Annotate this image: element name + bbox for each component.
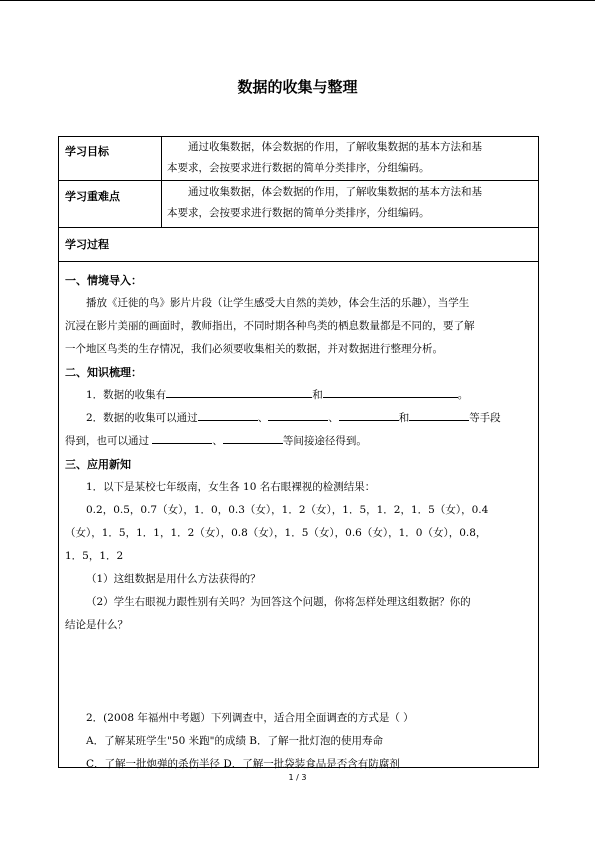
question1: 1．以下是某校七年级南，女生各 10 名右眼裸视的检测结果： [86, 481, 376, 493]
objectives-text [167, 136, 530, 180]
objectives-line2: 本要求，会按要求进行数据的简单分类排序，分组编码。 [167, 162, 430, 174]
sub-question2-line2: 结论是什么？ [65, 619, 128, 631]
section2-item2-line2 [65, 430, 532, 453]
item2-text: 2．数据的收集可以通过 [86, 412, 198, 424]
item2-and: 和 [398, 412, 410, 424]
section2-item2 [65, 407, 532, 430]
options-ab: A．了解某班学生"50 米跑"的成绩 B．了解一批灯泡的使用寿命 [86, 735, 383, 747]
item1-end: 。 [457, 389, 469, 401]
key-points-line2: 本要求，会按要求进行数据的简单分类排序，分组编码。 [167, 207, 430, 219]
column-divider [161, 181, 162, 227]
process-row [59, 228, 538, 262]
fill-blank [339, 409, 399, 421]
key-points-line1: 通过收集数据，体会数据的作用，了解收集数据的基本方法和基 [188, 186, 482, 198]
data-line3: 1．5，1．2 [65, 550, 124, 562]
item2-line2-text: 得到，也可以通过 [65, 435, 153, 447]
item2-line2-end: 等间接途径得到。 [282, 435, 367, 447]
key-points-row [59, 181, 538, 228]
objectives-line1: 通过收集数据，体会数据的作用，了解收集数据的基本方法和基 [188, 141, 482, 153]
section1-line2: 沉浸在影片美丽的画面时，教师指出，不同时期各种鸟类的栖息数量都是不同的，要了解 [65, 320, 475, 332]
section1-line1: 播放《迁徙的鸟》影片片段（让学生感受大自然的美妙，体会生活的乐趣），当学生 [86, 297, 470, 309]
top-rule [0, 0, 595, 1]
question2: 2．(2008 年福州中考题）下列调查中，适合用全面调查的方式是（ ） [86, 712, 414, 724]
fill-blank [323, 386, 458, 398]
question2-block [65, 707, 532, 776]
item1-text: 1．数据的收集有 [86, 389, 167, 401]
item2-end: 等手段 [469, 412, 501, 424]
objectives-label: 学习目标 [65, 145, 109, 158]
section2-item1 [65, 384, 532, 407]
data-line2: （女），1．5，1．1，1．2（女），0.8（女），1．5（女），0.6（女），1．0（女），0.8， [65, 527, 487, 539]
lesson-body [65, 269, 532, 637]
fill-blank [223, 432, 283, 444]
options-cd: C．了解一批炮弹的杀伤半径 D．了解一批袋装食品是否含有防腐剂 [86, 758, 400, 770]
item1-and: 和 [312, 389, 323, 401]
item2-sep: 、 [328, 412, 339, 424]
section2-heading: 二、知识梳理： [65, 366, 142, 379]
fill-blank [166, 386, 312, 398]
page-title: 数据的收集与整理 [237, 78, 358, 96]
worksheet-table [58, 136, 539, 768]
column-divider [161, 137, 162, 180]
item2-sep: 、 [257, 412, 269, 424]
key-points-text [167, 181, 530, 225]
item2-line2-sep: 、 [212, 435, 223, 447]
fill-blank [409, 409, 469, 421]
sub-question2-line1: （2）学生右眼视力跟性别有关吗？为回答这个问题，你将怎样处理这组数据？你的 [86, 596, 471, 608]
objectives-row [59, 137, 538, 181]
process-label: 学习过程 [65, 238, 109, 251]
data-line1: 0.2，0.5，0.7（女），1．0，0.3（女），1．2（女），1．5，1．2，1．5（女），0.4 [86, 504, 489, 516]
fill-blank [268, 409, 328, 421]
page-number: 1 / 3 [288, 773, 307, 782]
section1-heading: 一、情境导入： [65, 274, 142, 287]
sub-question1: （1）这组数据是用什么方法获得的？ [86, 573, 261, 585]
fill-blank [198, 409, 258, 421]
section3-heading: 三、应用新知 [65, 458, 131, 471]
key-points-label: 学习重难点 [65, 190, 120, 203]
fill-blank [152, 432, 212, 444]
section1-line3: 一个地区鸟类的生存情况，我们必须要收集相关的数据，并对数据进行整理分析。 [65, 343, 443, 355]
